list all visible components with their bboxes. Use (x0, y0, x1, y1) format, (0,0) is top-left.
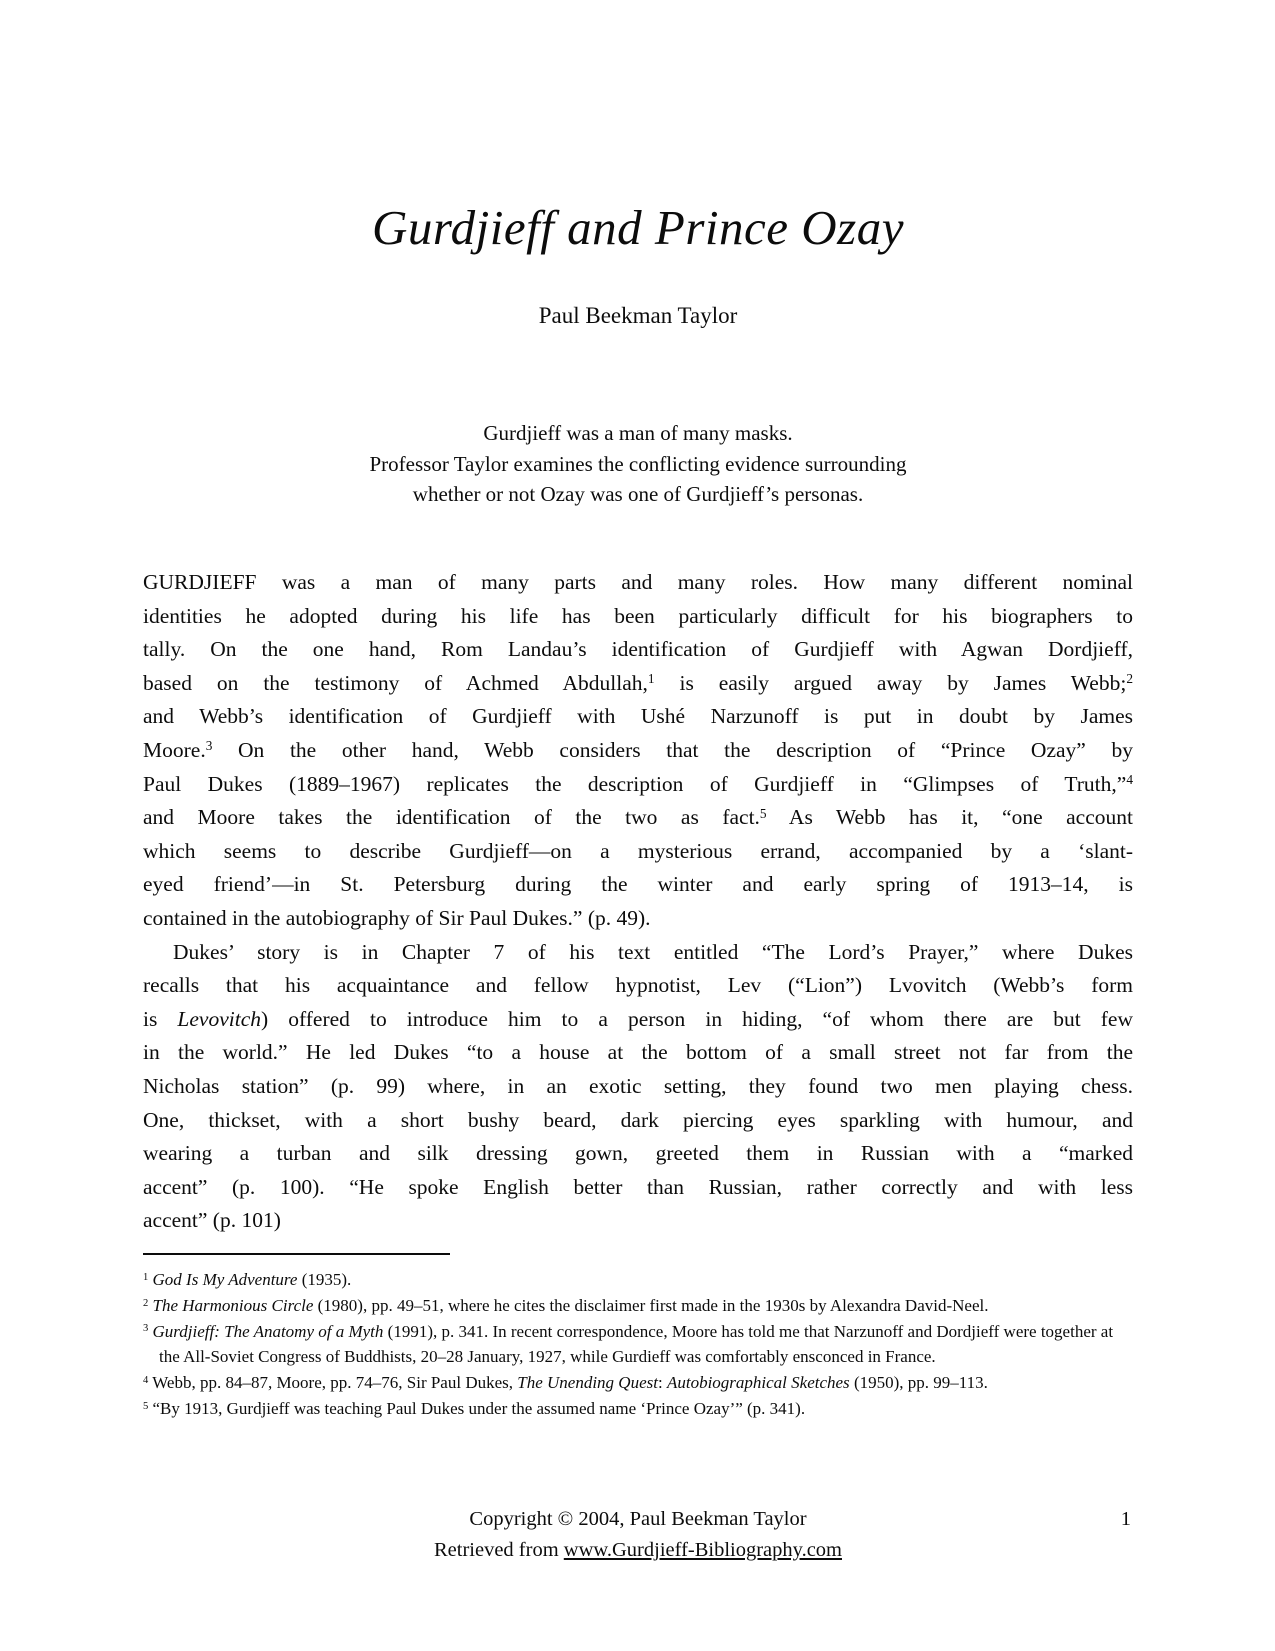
footnote-item: $^1$ God Is My Adventure (1935). (143, 1270, 352, 1289)
body-text-line: accent” (p. 101) (143, 1208, 281, 1233)
body-text-line: recalls that his acquaintance and fellow hypnotist, Lev (“Lion”) Lvovitch (Webb’s form (143, 973, 1133, 998)
retrieved-prefix: Retrieved from (433, 1539, 564, 1561)
page-number: 1 (1120, 1508, 1131, 1530)
footnote-ref: 5 (759, 805, 767, 821)
retrieved-line (143, 1535, 1133, 1566)
body-text-line: eyed friend’—in St. Petersburg during the winter and early spring of 1913–14, is (143, 872, 1133, 897)
body-text-line: based on the testimony of Achmed Abdullah,$^1$ is easily argued away by James Webb;$^2$ (143, 670, 1133, 695)
footnote-separator (143, 1253, 450, 1255)
page-footer (143, 1504, 1133, 1566)
abstract-line: Professor Taylor examines the conflicting evidence surrounding (369, 451, 907, 476)
footnote-number: 4 (143, 1374, 149, 1386)
body-text-line: wearing a turban and silk dressing gown, greeted them in Russian with a “marked (143, 1141, 1133, 1166)
body-text-line: in the world.” He led Dukes “to a house at the bottom of a small street not far from the (143, 1040, 1133, 1065)
article-body (143, 566, 1133, 1238)
body-text-line: is Levovitch) offered to introduce him to a person in hiding, “of whom there are but few (143, 1006, 1134, 1031)
body-text-line: identities he adopted during his life has been particularly difficult for his biographers to (143, 603, 1133, 628)
body-text-line: One, thickset, with a short bushy beard, dark piercing eyes sparkling with humour, and (143, 1107, 1133, 1132)
body-text-line: Moore.$^3$ On the other hand, Webb considers that the description of “Prince Ozay” by (143, 737, 1133, 762)
footnote-ref: 4 (1126, 771, 1133, 787)
footnote-number: 2 (143, 1297, 149, 1309)
body-text-line: Nicholas station” (p. 99) where, in an exotic setting, they found two men playing chess. (143, 1073, 1133, 1098)
body-text-line: and Webb’s identification of Gurdjieff with Ushé Narzunoff is put in doubt by James (143, 704, 1133, 729)
body-text-line: tally. On the one hand, Rom Landau’s identification of Gurdjieff with Agwan Dordjieff, (143, 637, 1133, 662)
body-text-line: Paul Dukes (1889–1967) replicates the description of Gurdjieff in “Glimpses of Truth,”$^4$ (143, 771, 1133, 796)
abstract-line: whether or not Ozay was one of Gurdjieff’s personas. (412, 482, 864, 506)
bibliography-link[interactable]: www.Gurdjieff-Bibliography.com (563, 1539, 842, 1561)
footnote-ref: 1 (647, 671, 655, 687)
footnote-item: $^5$ “By 1913, Gurdjieff was teaching Paul Dukes under the assumed name ‘Prince Ozay’” (p. 341). (143, 1398, 806, 1418)
footnote-number: 3 (143, 1323, 149, 1335)
footnote-item: $^2$ The Harmonious Circle (1980), pp. 49–51, where he cites the disclaimer first made in the 1930s by Alexandra David-Neel. (143, 1295, 989, 1315)
footnote-number: 1 (143, 1271, 149, 1283)
body-text-line: Dukes’ story is in Chapter 7 of his text entitled “The Lord’s Prayer,” where Dukes (173, 939, 1133, 964)
body-text-line: and Moore takes the identification of the two as fact.$^5$ As Webb has it, “one account (143, 805, 1133, 830)
footnote-list (143, 1267, 1133, 1422)
footnote-ref: 2 (1126, 671, 1133, 687)
body-text-line: contained in the autobiography of Sir Paul Dukes.” (p. 49). (143, 905, 651, 930)
author-name: Paul Beekman Taylor (538, 303, 738, 328)
footnote-item: $^3$ Gurdjieff: The Anatomy of a Myth (1991), p. 341. In recent correspondence, Moore has told me that Narzunoff and Dordjieff were together at the All-Soviet Congress of Buddhists, 20–28 January, 1927, while Gurdieff was comfortably ensconced in France. (143, 1321, 1114, 1367)
body-text-line: accent” (p. 100). “He spoke English better than Russian, rather correctly and with less (143, 1174, 1133, 1199)
page-title: Gurdjieff and Prince Ozay (372, 200, 904, 255)
article-abstract (143, 418, 1133, 510)
footnote-ref: 3 (205, 738, 213, 754)
footnote-item: $^4$ Webb, pp. 84–87, Moore, pp. 74–76, Sir Paul Dukes, The Unending Quest: Autobiographical Sketches (1950), pp. 99–113. (143, 1373, 988, 1393)
body-text-line: GURDJIEFF was a man of many parts and many roles. How many different nominal (143, 570, 1133, 594)
footnote-number: 5 (143, 1400, 149, 1412)
body-text-line: which seems to describe Gurdjieff—on a mysterious errand, accompanied by a ‘slant- (143, 838, 1133, 863)
copyright-line: Copyright © 2004, Paul Beekman Taylor (469, 1508, 807, 1530)
abstract-line: Gurdjieff was a man of many masks. (483, 421, 793, 445)
